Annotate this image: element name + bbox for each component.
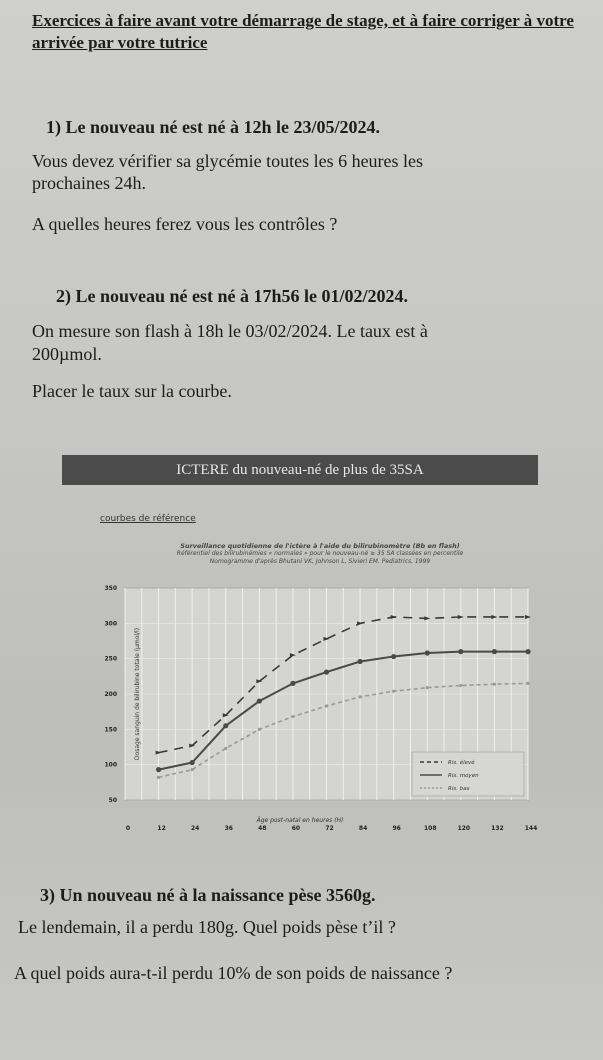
series-point [191, 768, 194, 771]
q1-line2: prochaines 24h. [32, 173, 146, 193]
x-axis-label: Âge post-natal en heures (H) [256, 817, 344, 824]
series-point [325, 704, 328, 707]
y-tick-label: 250 [104, 655, 117, 663]
series-point [392, 690, 395, 693]
x-tick-label: 12 [157, 825, 166, 832]
x-tick-label: 72 [325, 825, 334, 832]
series-point [425, 650, 430, 655]
series-point [291, 715, 294, 718]
x-tick-label: 24 [190, 825, 200, 832]
series-point [224, 747, 227, 750]
x-tick-label: 36 [224, 825, 233, 832]
series-point [459, 684, 462, 687]
y-tick-label: 150 [104, 726, 117, 734]
legend-label: Ris. élevé [448, 760, 475, 766]
series-point [426, 686, 429, 689]
series-point [526, 682, 529, 685]
series-point [223, 723, 228, 728]
chart-subtitle: Référentiel des bilirubinémies « normales » pour le nouveau-né ≥ 35 SA classées en percentile [176, 550, 464, 557]
chart-title: Surveillance quotidienne de l'ictère à l'aide du bilirubinomètre (Bb en flash) [180, 542, 460, 550]
q2-instruction: Placer le taux sur la courbe. [32, 381, 232, 401]
q1-title: 1) Le nouveau né est né à 12h le 23/05/2024. [46, 117, 381, 137]
chart-legend [412, 752, 524, 796]
series-point [391, 654, 396, 659]
q2-line2: 200µmol. [32, 344, 102, 364]
series-point [257, 698, 262, 703]
series-point [458, 649, 463, 654]
x-tick-label: 120 [457, 825, 471, 832]
x-tick-label: 108 [423, 825, 437, 832]
y-tick-label: 200 [104, 691, 117, 698]
series-point [190, 760, 195, 765]
reference-curves-label: courbes de référence [100, 514, 196, 524]
q3-title: 3) Un nouveau né à la naissance pèse 3560g. [40, 885, 376, 905]
series-point [492, 649, 497, 654]
x-tick-label: 48 [258, 825, 267, 832]
series-point [258, 728, 261, 731]
y-tick-label: 350 [104, 585, 117, 592]
x-tick-label: 60 [291, 825, 301, 832]
q3-line1: Le lendemain, il a perdu 180g. Quel poids pèse t’il ? [18, 917, 396, 937]
q1-question: A quelles heures ferez vous les contrôles ? [32, 214, 338, 234]
y-tick-label: 300 [104, 620, 117, 628]
x-tick-label: 144 [524, 825, 538, 832]
series-point [157, 776, 160, 779]
series-point [156, 767, 161, 772]
legend-label: Ris. bas [448, 786, 470, 792]
x-tick-label: 0 [125, 825, 131, 832]
y-axis-label: Dosage sanguin de bilirubine totale (µmol/l) [134, 627, 141, 761]
icterus-banner [62, 455, 538, 485]
series-point [525, 649, 530, 654]
legend-label: Ris. moyen [448, 773, 479, 779]
series-point [324, 669, 329, 674]
chart-source: Nomogramme d'après Bhutani VK, Johnson L, Sivieri EM. Pediatrics, 1999 [209, 558, 431, 565]
y-tick-label: 100 [104, 761, 117, 769]
series-point [493, 683, 496, 686]
series-point [358, 695, 361, 698]
x-tick-label: 84 [358, 825, 368, 832]
q3-line2: A quel poids aura-t-il perdu 10% de son poids de naissance ? [14, 963, 453, 983]
page-header: Exercices à faire avant votre démarrage de stage, et à faire corriger à votre arrivée par votre tutrice [32, 11, 574, 52]
y-tick-label: 50 [108, 797, 117, 804]
x-tick-label: 96 [392, 825, 401, 832]
q2-line1: On mesure son flash à 18h le 03/02/2024. Le taux est à [32, 321, 428, 341]
series-point [290, 681, 295, 686]
bilirubin-nomogram [0, 560, 603, 860]
banner-text: ICTERE du nouveau-né de plus de 35SA [176, 461, 424, 478]
q1-line1: Vous devez vérifier sa glycémie toutes les 6 heures les [32, 151, 424, 171]
x-tick-label: 132 [491, 825, 504, 832]
series-point [357, 659, 362, 664]
q2-title: 2) Le nouveau né est né à 17h56 le 01/02/2024. [56, 286, 409, 306]
